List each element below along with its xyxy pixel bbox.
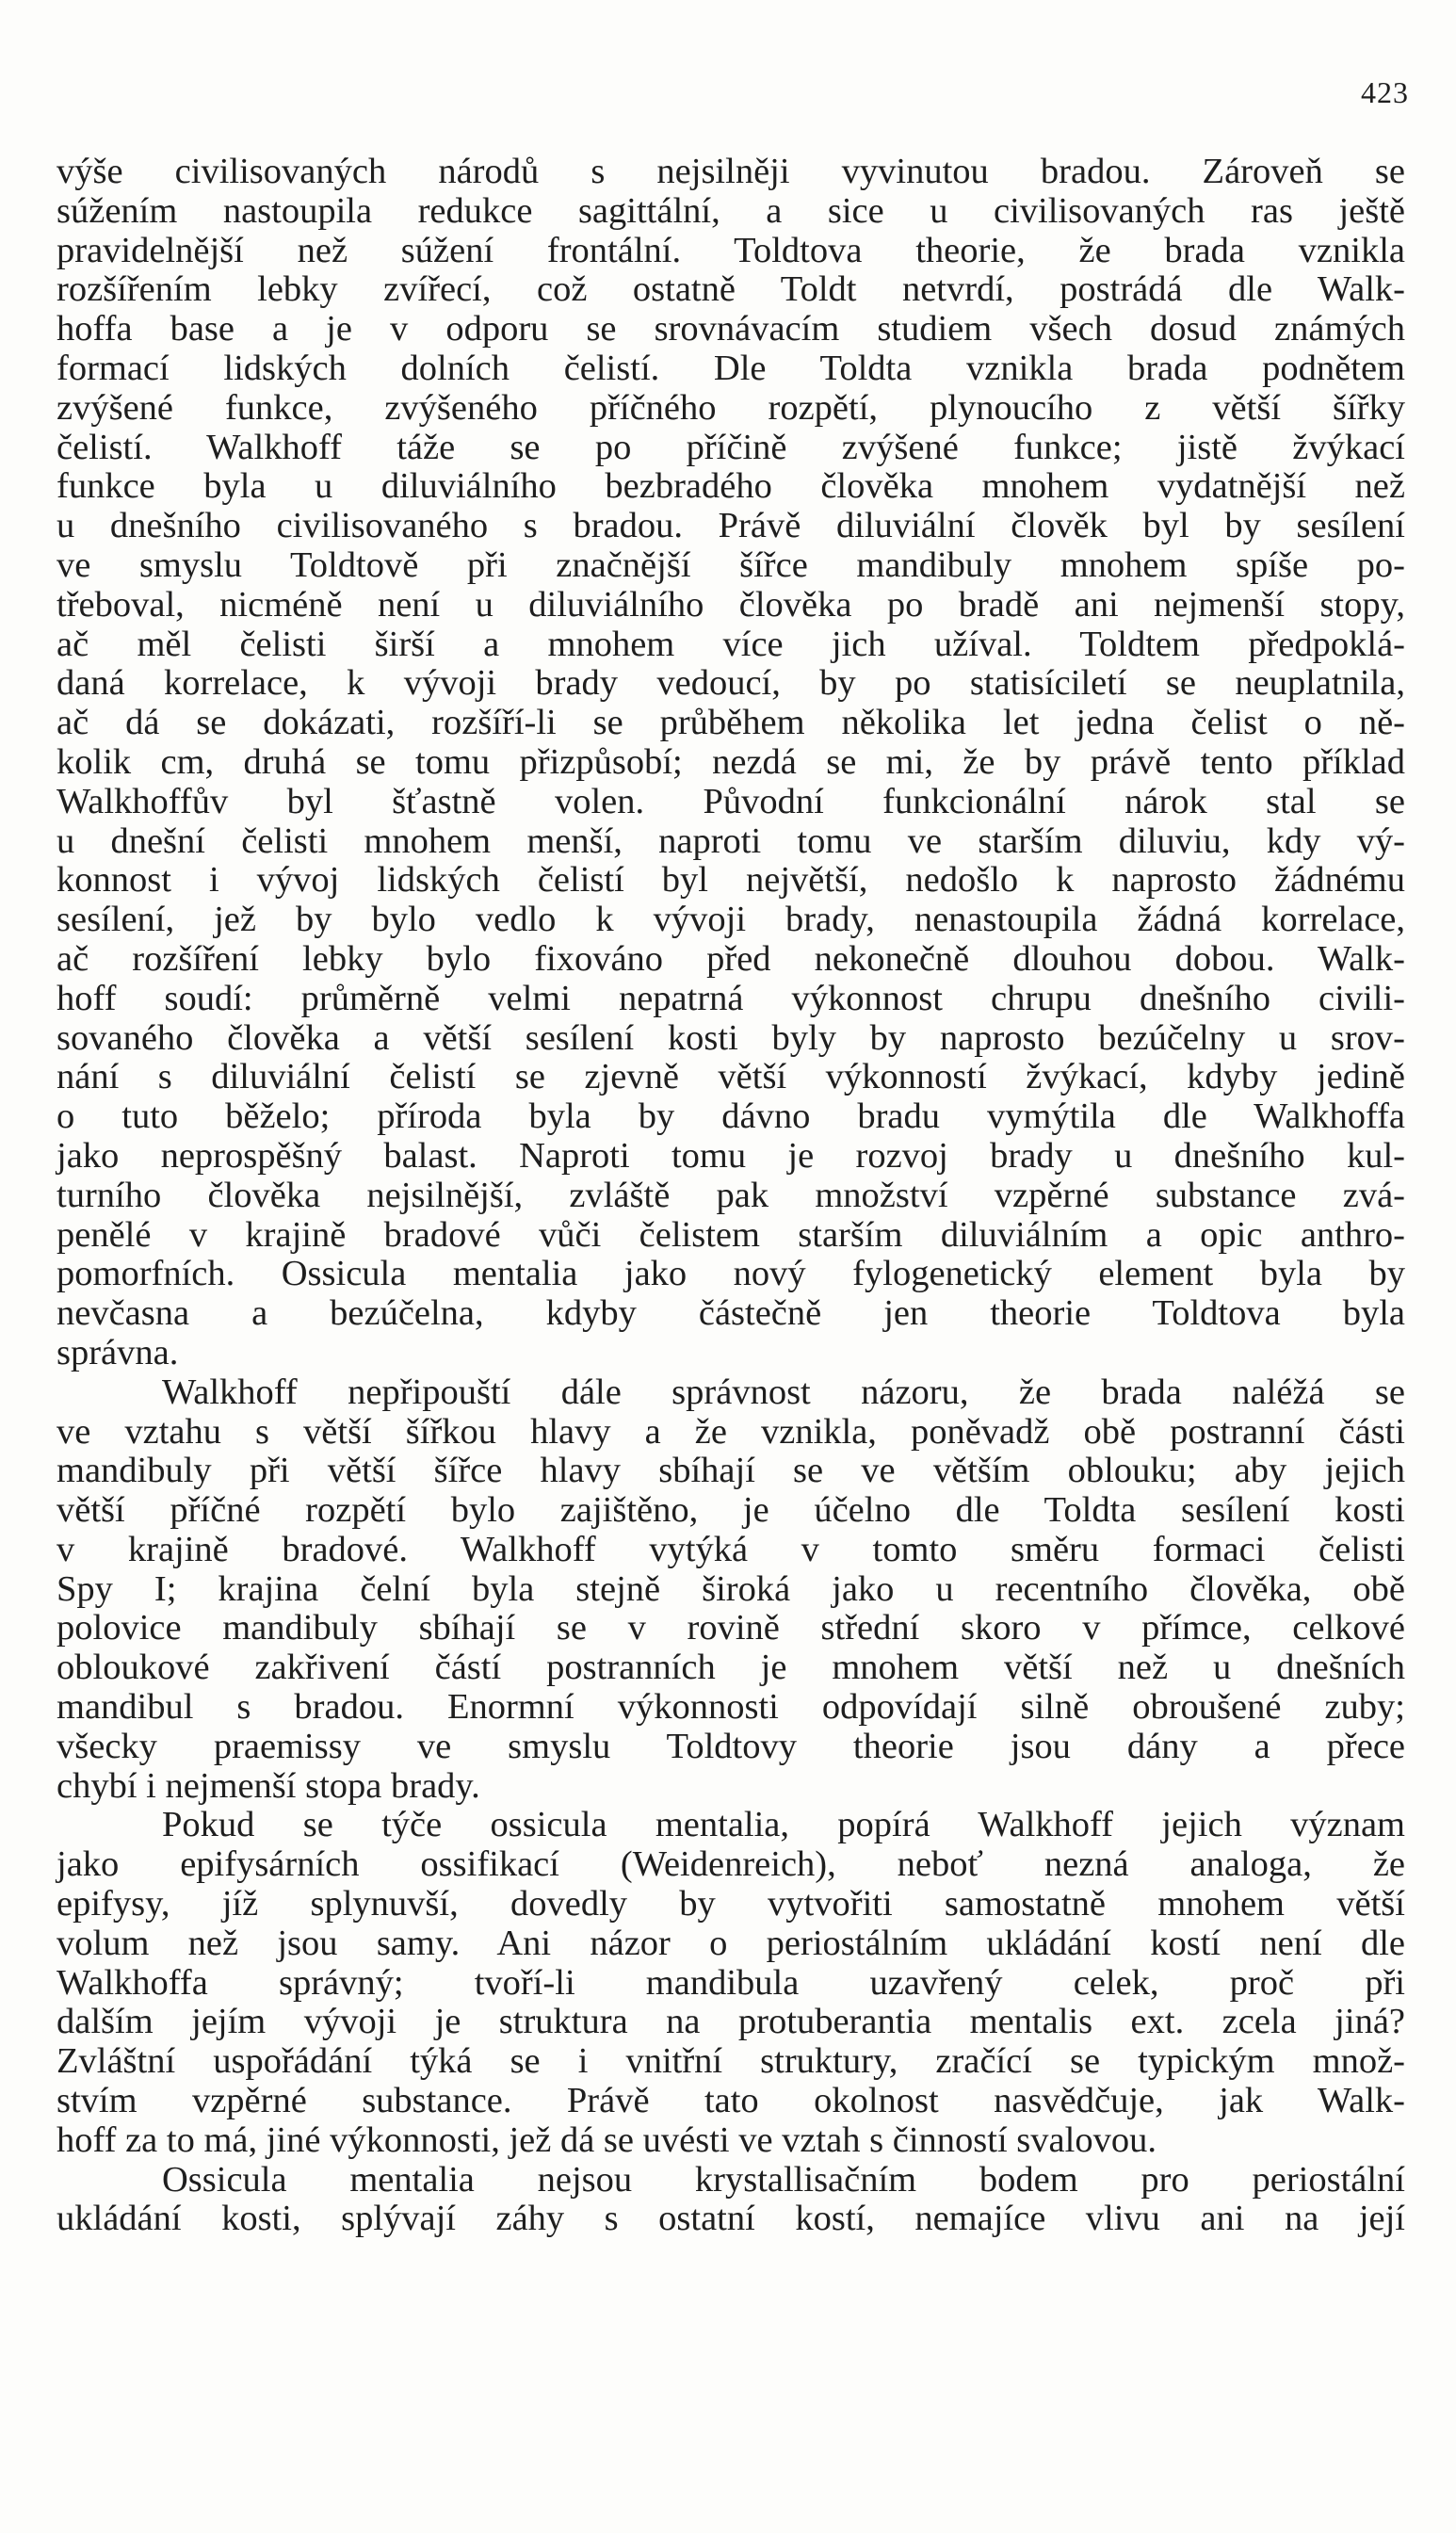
text-line: formací lidských dolních čelistí. Dle Toldta vznikla brada podnětem [57,348,1405,388]
text-line: zvýšené funkce, zvýšeného příčného rozpětí, plynoucího z větší šířky [57,387,1405,428]
text-line: sovaného člověka a větší sesílení kosti byly by naprosto bezúčelny u srov- [57,1017,1405,1058]
text-line: pomorfních. Ossicula mentalia jako nový fylogenetický element byla by [57,1254,1405,1294]
text-line: o tuto běželo; příroda byla by dávno bradu vymýtila dle Walkhoffa [57,1096,1405,1137]
text-line: nání s diluviální čelistí se zjevně větší výkonností žvýkací, kdyby jedině [57,1057,1405,1097]
text-line: ukládání kosti, splývají záhy s ostatní kostí, nemajíce vlivu ani na její [57,2199,1405,2239]
text-line: súžením nastoupila redukce sagittální, a sice u civilisovaných ras ještě [57,190,1405,231]
text-line: Walkhoffův byl šťastně volen. Původní funkcionální nárok stal se [57,781,1405,821]
text-line: pravidelnější než súžení frontální. Toldtova theorie, že brada vznikla [57,230,1405,270]
text-line: penělé v krajině bradové vůči čelistem starším diluviálním a opic anthro- [57,1214,1405,1255]
text-line: konnost i vývoj lidských čelistí byl největší, nedošlo k naprosto žádnému [57,860,1405,901]
text-line: rozšířením lebky zvířecí, což ostatně Toldt netvrdí, postrádá dle Walk- [57,269,1405,310]
text-line: daná korrelace, k vývoji brady vedoucí, by po statisíciletí se neuplatnila, [57,663,1405,704]
text-line: ač dá se dokázati, rozšíří-li se průběhem několika let jedna čelist o ně- [57,703,1405,743]
text-line: obloukové zakřivení částí postranních je mnohem větší než u dnešních [57,1648,1405,1688]
text-line: výše civilisovaných národů s nejsilněji vyvinutou bradou. Zároveň se [57,152,1405,191]
text-line: hoff soudí: průměrně velmi nepatrná výkonnost chrupu dnešního civili- [57,978,1405,1018]
text-line: chybí i nejmenší stopa brady. [57,1765,480,1806]
text-line: ač rozšíření lebky bylo fixováno před nekonečně dlouhou dobou. Walk- [57,938,1405,979]
text-line: ač měl čelisti širší a mnohem více jich užíval. Toldtem předpoklá- [57,624,1405,664]
text-line: funkce byla u diluviálního bezbradého člověka mnohem vydatnější než [57,466,1405,507]
text-line: polovice mandibuly sbíhají se v rovině střední skoro v přímce, celkové [57,1608,1405,1648]
text-line: kolik cm, druhá se tomu přizpůsobí; nezdá se mi, že by právě tento příklad [57,741,1405,782]
text-line: větší příčné rozpětí bylo zajištěno, je účelno dle Toldta sesílení kosti [57,1490,1405,1531]
text-line: mandibul s bradou. Enormní výkonnosti odpovídají silně obroušené zuby; [57,1687,1405,1728]
text-line: třeboval, nicméně není u diluviálního člověka po bradě ani nejmenší stopy, [57,584,1405,625]
text-line: Zvláštní uspořádání týká se i vnitřní struktury, zračící se typickým množ- [57,2041,1405,2082]
text-line: stvím vzpěrné substance. Právě tato okolnost nasvědčuje, jak Walk- [57,2081,1405,2121]
text-line: turního člověka nejsilnější, zvláště pak množství vzpěrné substance zvá- [57,1175,1405,1215]
text-line: čelistí. Walkhoff táže se po příčině zvýšené funkce; jistě žvýkací [57,427,1405,467]
text-line: Walkhoff nepřipouští dále správnost názoru, že brada naléžá se [162,1372,1405,1412]
text-line: epifysy, jíž splynuvší, dovedly by vytvořiti samostatně mnohem větší [57,1884,1405,1924]
text-line: Walkhoffa správný; tvoří-li mandibula uzavřený celek, proč při [57,1962,1405,2003]
text-line: sesílení, jež by bylo vedlo k vývoji brady, nenastoupila žádná korrelace, [57,900,1405,940]
text-line: u dnešní čelisti mnohem menší, naproti tomu ve starším diluviu, kdy vý- [57,820,1405,861]
text-line: Pokud se týče ossicula mentalia, popírá Walkhoff jejich význam [162,1805,1405,1845]
text-line: ve vztahu s větší šířkou hlavy a že vznikla, poněvadž obě postranní části [57,1411,1405,1452]
text-line: ve smyslu Toldtově při značnější šířce mandibuly mnohem spíše po- [57,544,1405,585]
text-line: mandibuly při větší šířce hlavy sbíhají se ve větším oblouku; aby jejich [57,1451,1405,1491]
body-text [57,153,1405,2239]
text-line: u dnešního civilisovaného s bradou. Právě diluviální člověk byl by sesílení [57,506,1405,546]
page-number: 423 [1361,75,1409,109]
text-line: dalším jejím vývoji je struktura na protuberantia mentalis ext. zcela jiná? [57,2002,1405,2042]
text-line: Ossicula mentalia nejsou krystallisačním bodem pro periostální [162,2159,1405,2200]
text-line: volum než jsou samy. Ani názor o periostálním ukládání kostí není dle [57,1923,1405,1963]
text-line: jako neprospěšný balast. Naproti tomu je rozvoj brady u dnešního kul- [57,1135,1405,1176]
text-line: jako epifysárních ossifikací (Weidenreich), neboť nezná analoga, že [57,1844,1405,1885]
text-line: hoffa base a je v odporu se srovnávacím studiem všech dosud známých [57,309,1405,349]
text-line: správna. [57,1332,179,1372]
text-line: v krajině bradové. Walkhoff vytýká v tomto směru formaci čelisti [57,1529,1405,1569]
text-line: hoff za to má, jiné výkonnosti, jež dá se uvésti ve vztah s činností svalovou. [57,2119,1157,2160]
text-line: nevčasna a bezúčelna, kdyby částečně jen theorie Toldtova byla [57,1293,1405,1334]
text-line: všecky praemissy ve smyslu Toldtovy theorie jsou dány a přece [57,1726,1405,1766]
text-line: Spy I; krajina čelní byla stejně široká jako u recentního člověka, obě [57,1568,1405,1609]
